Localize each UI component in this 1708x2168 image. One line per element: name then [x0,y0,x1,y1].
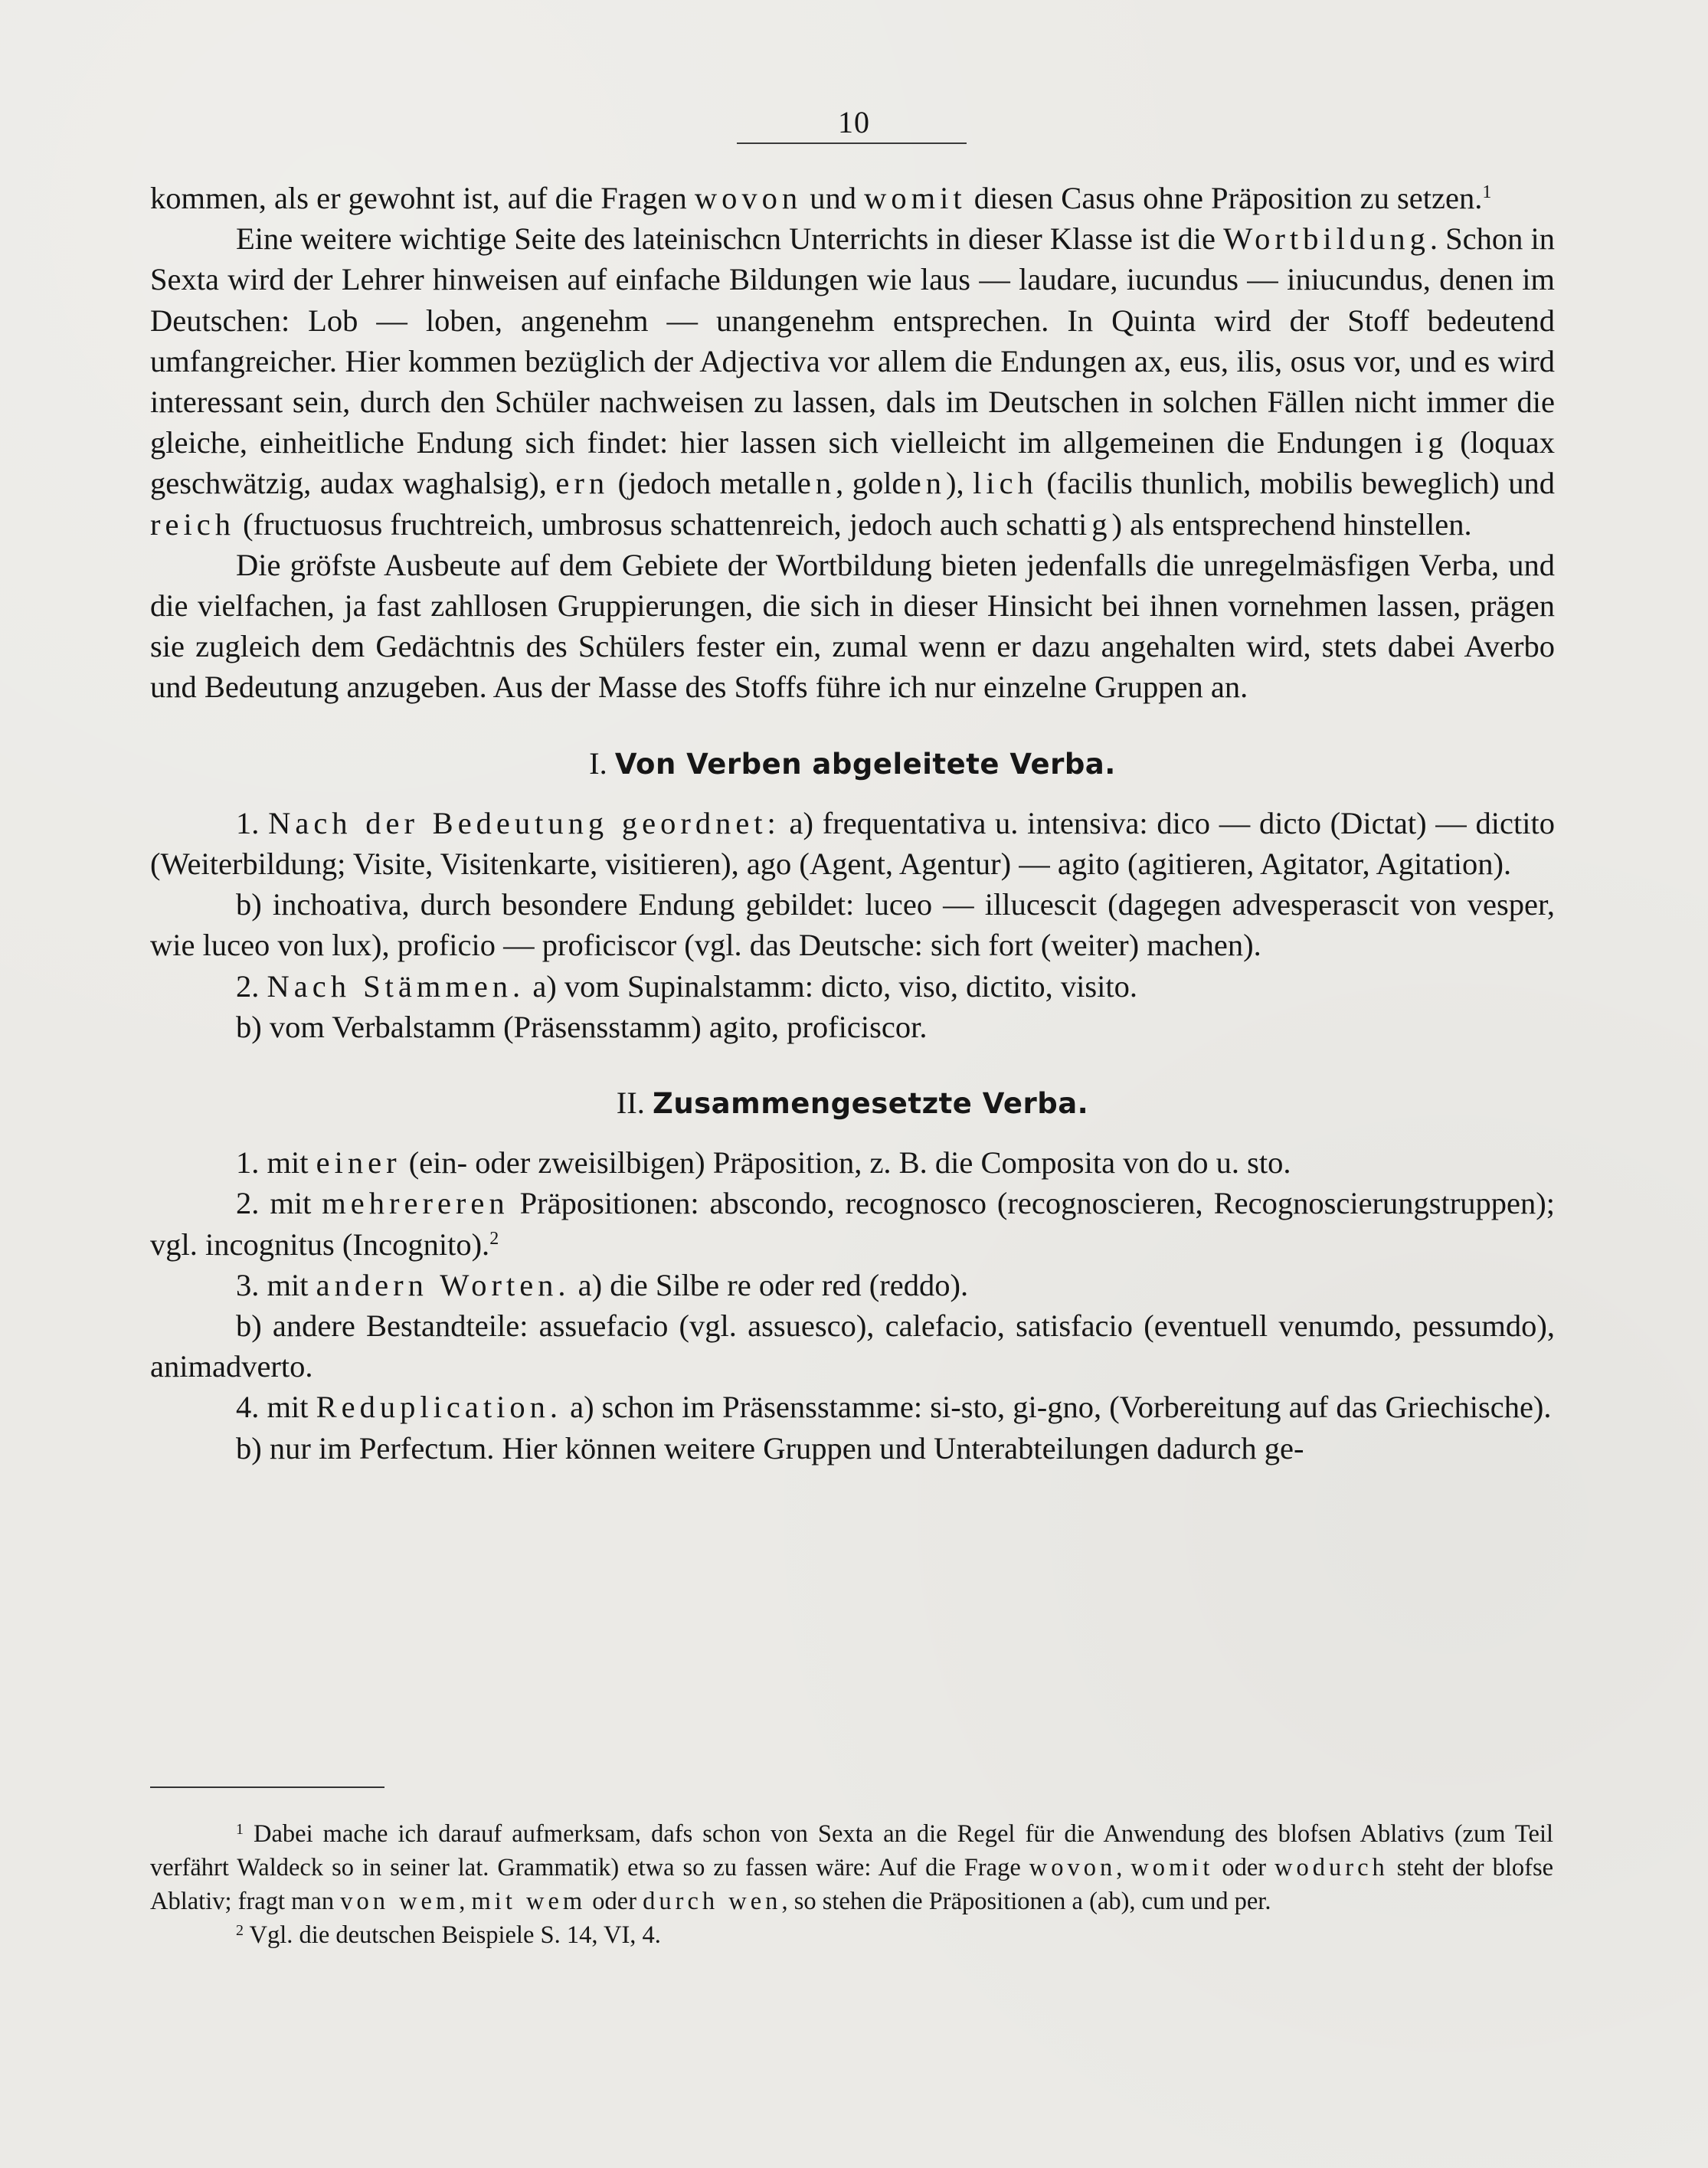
spaced-word: reich [150,506,235,542]
list-item: b) vom Verbalstamm (Präsensstamm) agito, proficiscor. [236,1009,928,1044]
text-run: . Schon in Sexta wird der Lehrer hinweisen auf einfache Bildungen wie laus — laudare, iucundus — iniucundus, denen im Deutschen: Lob — loben, angenehm — unangenehm entsprechen. In Quinta wird der Stoff bedeutend umfangreicher. Hier kommen bezüglich der Adjectiva vor allem die Endungen ax, eus, ilis, osus vor, und es wird interessant sein, durch den Schüler nachweisen zu lassen, dals im Deutschen in solchen Fällen nicht immer die gleiche, einheitliche Endung sich findet: hier lassen sich vielleicht im allgemeinen die Endungen [150,221,1555,460]
spacer [150,708,1555,743]
section-heading-1 [150,743,1555,784]
spaced-word: durch wen [643,1888,782,1915]
text-run: , gold [836,466,908,501]
body-text [150,178,1555,1469]
spaced-word: lich [973,466,1038,501]
spaced-word: einer [316,1145,401,1181]
footnote-1 [150,1817,1553,1918]
spaced-word: wovon [694,181,803,215]
paragraph-2 [150,218,1555,545]
text-run: und [802,181,865,215]
footnote-ref: 2 [489,1228,499,1249]
spacer [150,1047,1555,1082]
item-number: 2. [236,968,267,1004]
list-item [150,1265,1555,1305]
paragraph-1 [150,178,1555,218]
text-run: oder [586,1888,643,1915]
heading-title: Zusammengesetzte Verba. [652,1087,1089,1121]
spaced-word: ig [1078,506,1112,542]
spaced-word: ig [1414,425,1448,460]
text-run: oder [1213,1854,1275,1881]
text-run: kommen, als er gewohnt ist, auf die Fragen [150,181,695,215]
spaced-word: womit [864,181,967,215]
text-run: 1. mit [236,1145,316,1181]
heading-number: II. [616,1086,653,1121]
footnote-mark: 1 [236,1821,244,1838]
list-item [150,1142,1555,1183]
spaced-word: Nach der Bedeutung geordnet: [268,805,780,840]
text-run: (loquax geschwätzig, audax waghalsig), [150,425,1555,501]
text-run: (fructuosus fruchtreich, umbrosus schattenreich, jedoch auch schatt [234,506,1078,542]
spaced-word: andern Worten. [316,1267,571,1302]
spaced-word: mit wem [471,1888,587,1915]
footnotes [150,1817,1553,1952]
list-item [150,1183,1555,1264]
spaced-word: en [907,466,946,501]
list-item: b) nur im Perfectum. Hier können weitere Gruppen und Unterabteilungen dadurch ge- [236,1430,1304,1466]
footnote-ref: 1 [1482,182,1492,202]
page-number: 10 [838,105,870,139]
text-run: steht der blofse Ablativ; fragt man [150,1854,1554,1915]
text-run: ) als entsprechend hinstellen. [1111,506,1472,542]
heading-title: Von Verben abgeleitete Verba. [614,747,1116,781]
text-run: , [1116,1854,1131,1881]
item-number: 1. [236,805,269,840]
text-run: (facilis thunlich, mobilis beweglich) und [1037,466,1555,501]
spaced-word: ern [555,466,610,501]
spaced-word: Reduplication. [316,1390,562,1425]
spaced-word: en [797,466,836,501]
text-run: a) frequentativa u. intensiva: dico — dicto (Dictat) — dictito (Weiterbildung; Visite, Visitenkarte, visitieren), ago (Agent, Agentur) — agito (agitieren, Agitator, Agitation). [150,805,1555,882]
spaced-word: Wortbildung [1223,221,1430,257]
text-run: Vgl. die deutschen Beispiele S. 14, VI, 4. [244,1921,661,1949]
text-run: Eine weitere wichtige Seite des lateinischcn Unterrichts in dieser Klasse ist die [236,221,1224,257]
list-item [150,1387,1555,1427]
spaced-word: mehrereren [322,1186,509,1221]
text-run: diesen Casus ohne Präposition zu setzen. [966,181,1483,215]
text-run: Präpositionen: abscondo, recognosco (recognoscieren, Recognoscierungstruppen); vgl. incognitus (Incognito). [150,1186,1555,1262]
spaced-word: wodurch [1274,1854,1389,1881]
spaced-word: Nach Stämmen. [267,968,525,1004]
list-item [150,803,1555,884]
text-run: (ein- oder zweisilbigen) Präposition, z. B. die Composita von do u. sto. [401,1145,1291,1181]
text-run: , so stehen die Präpositionen a (ab), cum und per. [781,1888,1271,1915]
section-heading-2 [150,1082,1555,1124]
text-run: (jedoch metall [609,466,797,501]
text-run: 4. mit [236,1390,316,1425]
paragraph-3: Die gröfste Ausbeute auf dem Gebiete der Wortbildung bieten jedenfalls die unregelmäsfigen Verba, und die vielfachen, ja fast zahllosen Gruppierungen, die sich in dieser Hinsicht bei ihnen vornehmen lassen, prägen sie zugleich dem Gedächtnis des Schülers fester ein, zumal wenn er dazu angehalten wird, stets dabei Averbo und Bedeutung anzugeben. Aus der Masse des Stoffs führe ich nur einzelne Gruppen an. [150,547,1555,705]
spaced-word: von wem [340,1888,460,1915]
text-run: , [459,1888,472,1915]
text-run: ), [945,466,973,501]
text-run: a) schon im Präsensstamme: si-sto, gi-gno, (Vorbereitung auf das Griechische). [561,1390,1552,1425]
text-run: Dabei mache ich darauf aufmerksam, dafs schon von Sexta an die Regel für die Anwendung des blofsen Ablativs (zum Teil verfährt Waldeck so in seiner lat. Grammatik) etwa so zu fassen wäre: Auf die Frage [150,1820,1553,1881]
footnote-rule [150,1786,384,1788]
spacer [150,784,1555,803]
heading-number: I. [589,745,615,781]
text-run: a) die Silbe re oder red (reddo). [570,1267,969,1302]
list-item: b) inchoativa, durch besondere Endung gebildet: luceo — illucescit (dagegen advesperascit von vesper, wie luceo von lux), proficio — proficiscor (vgl. das Deutsche: sich fort (weiter) machen). [150,887,1555,963]
footnote-2 [150,1918,1553,1952]
text-run: 3. mit [236,1267,316,1302]
header-rule [737,142,967,144]
text-run: a) vom Supinalstamm: dicto, viso, dictito, visito. [525,968,1138,1004]
spaced-word: wovon [1029,1854,1117,1881]
text-run: 2. mit [236,1186,322,1221]
spaced-word: womit [1130,1854,1214,1881]
footnote-mark: 2 [236,1922,244,1939]
spacer [150,1124,1555,1142]
list-item: b) andere Bestandteile: assuefacio (vgl. assuesco), calefacio, satisfacio (eventuell venumdo, pessumdo), animadverto. [150,1308,1555,1384]
list-item [150,966,1555,1007]
